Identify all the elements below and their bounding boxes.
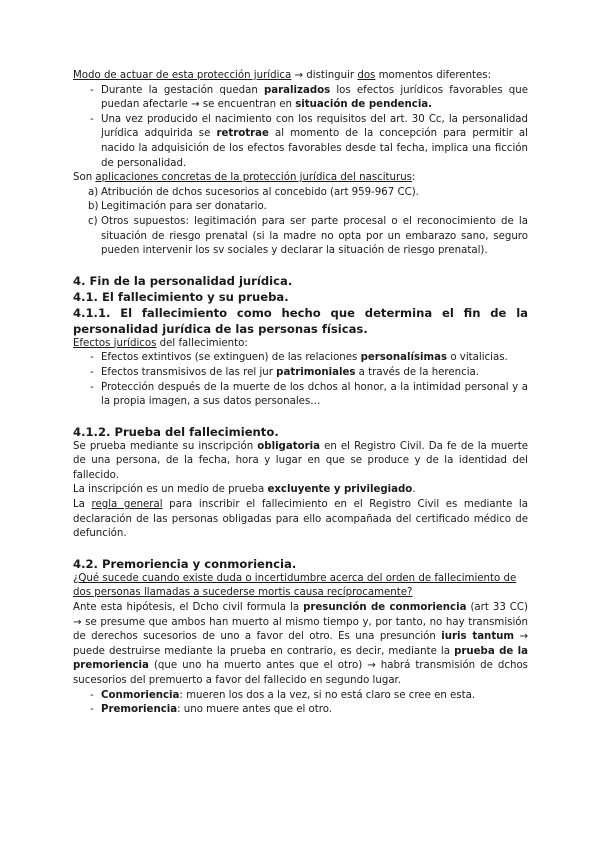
efectos-list [73,351,528,409]
list-item: c) Otros supuestos: legitimación para ser parte procesal o el reconocimiento de la situación de riesgo prenatal (si la madre no opta por un embarazo sano, seguro pueden intervenir los sv sociales y declarar la situación de riesgo prenatal). [88,215,528,257]
definiciones-list [73,689,528,718]
section-4-1-1-heading: 4.1.1. El fallecimiento como hecho que determina el fin de la personalidad jurídica de las personas físicas. [73,305,528,336]
conmoriencia-paragraph: Ante esta hipótesis, el Dcho civil formula la presunción de conmoriencia (art 33 CC) → se presume que ambos han muerto al mismo tiempo y, por tanto, no hay transmisión de derechos sucesorios de uno a favor del otro. Es una presunción iuris tantum → puede destruirse mediante la prueba en contrario, es decir, mediante la prueba de la premoriencia (que uno ha muerto antes que el otro) → habrá transmisión de dchos sucesorios del premuerto a favor del fallecido en segundo lugar. [73,602,529,686]
section-4-1-heading: 4.1. El fallecimiento y su prueba. [73,289,289,304]
aplicaciones-list [73,186,528,259]
list-item: - Durante la gestación quedan paralizados los efectos jurídicos favorables que puedan afectarle → se encuentran en situación de pendencia. [73,84,528,113]
prueba-paragraph-2: La inscripción es un medio de prueba excluyente y privilegiado. [73,484,416,496]
intro-list [73,84,528,172]
list-item: a) Atribución de dchos sucesorios al concebido (art 959-967 CC). [88,186,419,198]
premoriencia-question: ¿Qué sucede cuando existe duda o incertidumbre acerca del orden de fallecimiento de dos personas llamadas a sucederse mortis causa recíprocamente? [73,572,517,599]
list-item: - Efectos transmisivos de las rel jur patrimoniales a través de la herencia. [73,366,528,381]
list-item: b) Legitimación para ser donatario. [88,201,267,213]
list-item: - Premoriencia: uno muere antes que el otro. [73,703,528,718]
list-item: - Conmoriencia: mueren los dos a la vez, si no está claro se cree en esta. [73,689,528,704]
section-4-2-heading: 4.2. Premoriencia y conmoriencia. [73,556,297,571]
page-content [73,69,528,718]
intro-lead: Modo de actuar de esta protección jurídica → distinguir dos momentos diferentes: [73,70,492,81]
aplicaciones-lead: Son aplicaciones concretas de la protección jurídica del nasciturus: [73,172,416,184]
prueba-paragraph-1: Se prueba mediante su inscripción obligatoria en el Registro Civil. Da fe de la muerte de una persona, de la fecha, hora y lugar en que se produce y de la identidad del fallecido. [73,440,528,481]
prueba-paragraph-3: La regla general para inscribir el fallecimiento en el Registro Civil es mediante la declaración de las personas obligadas para ello acompañada del certificado médico de defunción. [73,499,528,540]
list-item: - Efectos extintivos (se extinguen) de las relaciones personalísimas o vitalicias. [73,351,528,366]
intro-lead-underlined: Modo de actuar de esta protección jurídica [73,70,292,81]
efectos-lead: Efectos jurídicos del fallecimiento: [73,337,248,349]
section-4-1-2-heading: 4.1.2. Prueba del fallecimiento. [73,424,279,439]
section-4-heading: 4. Fin de la personalidad jurídica. [73,273,293,288]
list-item: - Protección después de la muerte de los dchos al honor, a la intimidad personal y a la propia imagen, a sus datos personales… [73,381,528,410]
list-item: - Una vez producido el nacimiento con los requisitos del art. 30 Cc, la personalidad jurídica adquirida se retrotrae al momento de la concepción para permitir al nacido la adquisición de los efectos favorables desde tal fecha, implica una ficción de personalidad. [73,113,528,171]
